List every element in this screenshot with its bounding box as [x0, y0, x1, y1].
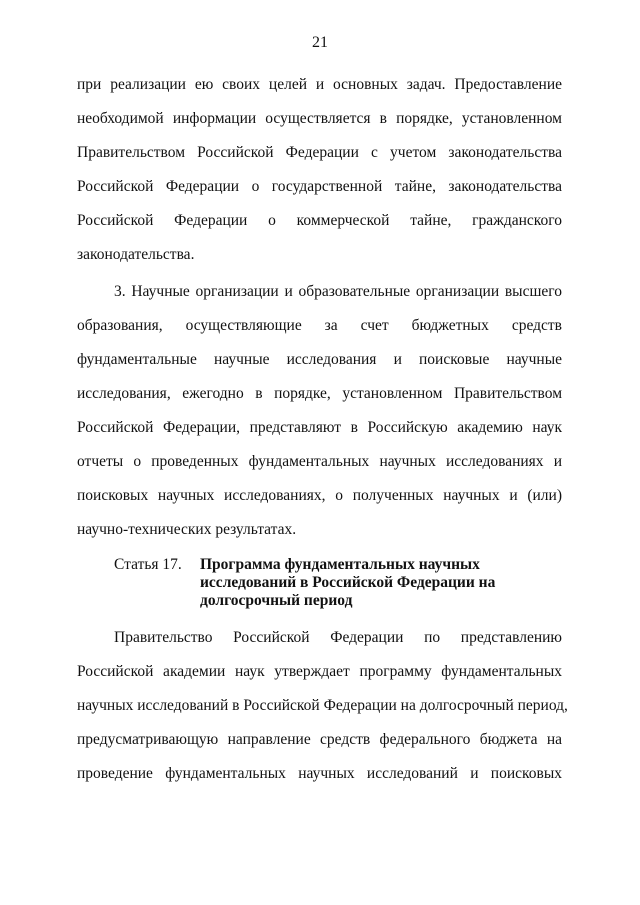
text-line: 3. Научные организации и образовательные организации высшего [114, 283, 562, 300]
text-line: поисковых научных исследованиях, о полученных научных и (или) [77, 487, 562, 504]
text-line: образования, осуществляющие за счет бюджетных средств [77, 317, 562, 334]
text-line: законодательства. [77, 246, 195, 263]
text-line: фундаментальные научные исследования и поисковые научные [77, 351, 562, 368]
paragraph-continuation [77, 68, 562, 272]
article-title-line: Программа фундаментальных научных [200, 556, 480, 573]
text-line: Правительство Российской Федерации по представлению [114, 629, 562, 646]
text-line: Российской академии наук утверждает программу фундаментальных [77, 663, 562, 680]
text-line: Российской Федерации о государственной тайне, законодательства [77, 178, 562, 195]
article-title-line: долгосрочный период [200, 592, 353, 609]
text-line: Российской Федерации, представляют в Российскую академию наук [77, 419, 562, 436]
article-title-line: исследований в Российской Федерации на [200, 574, 496, 591]
text-line: необходимой информации осуществляется в порядке, установленном [77, 110, 562, 127]
text-line: исследования, ежегодно в порядке, установленном Правительством [77, 385, 562, 402]
text-line: проведение фундаментальных научных исследований и поисковых [77, 765, 562, 782]
text-line: предусматривающую направление средств федерального бюджета на [77, 731, 562, 748]
text-line: Правительством Российской Федерации с учетом законодательства [77, 144, 562, 161]
page-number: 21 [312, 34, 328, 51]
article-label: Статья 17. [114, 556, 182, 573]
article-body-paragraph [77, 621, 568, 791]
text-line: научных исследований в Российской Федерации на долгосрочный период, [77, 697, 568, 714]
article-title [200, 556, 570, 610]
text-line: отчеты о проведенных фундаментальных научных исследованиях и [77, 453, 562, 470]
text-line: Российской Федерации о коммерческой тайне, гражданского [77, 212, 562, 229]
text-line: при реализации ею своих целей и основных задач. Предоставление [77, 76, 562, 93]
text-line: научно-технических результатах. [77, 521, 297, 538]
paragraph-item-3 [77, 275, 562, 547]
